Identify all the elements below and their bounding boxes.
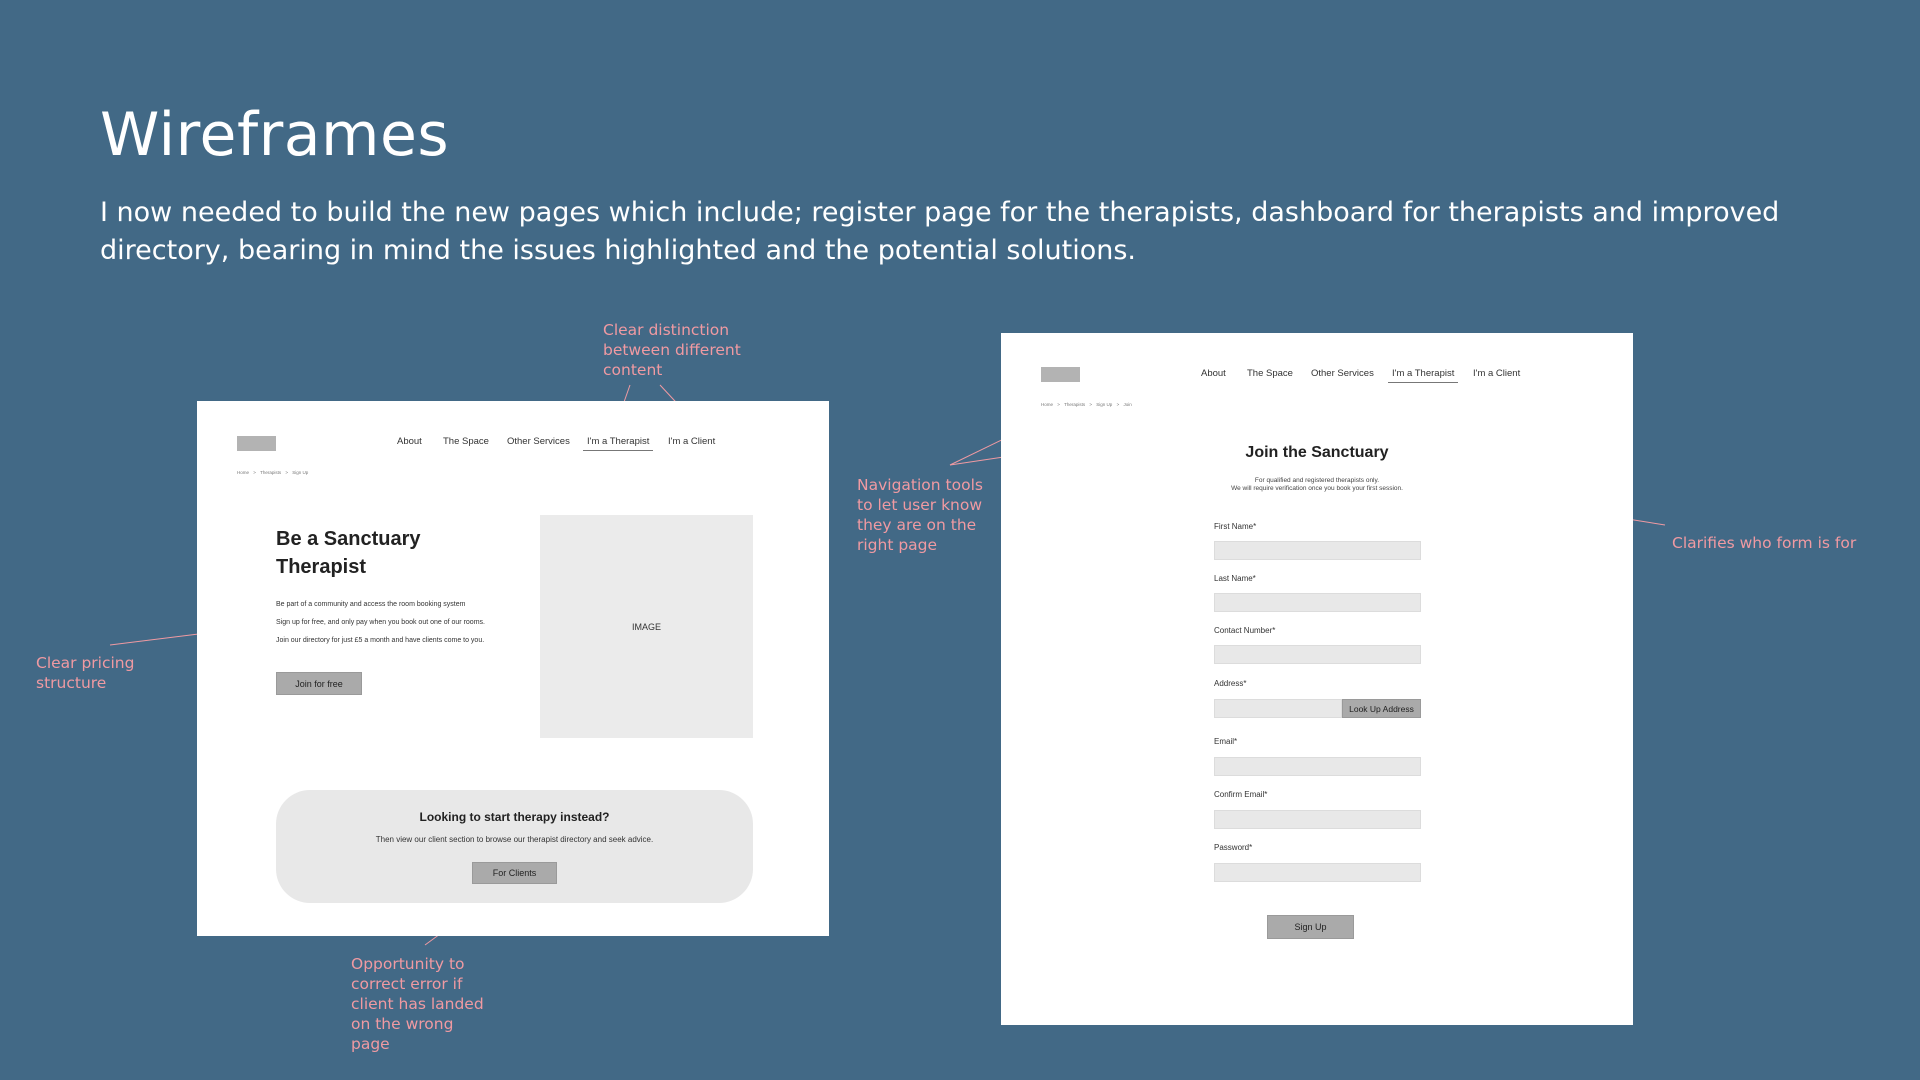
hero-text-community: Be part of a community and access the room booking system [276, 601, 466, 608]
nav-item-the-space[interactable]: The Space [1247, 368, 1293, 379]
contact-number-label: Contact Number* [1214, 626, 1276, 635]
email-label: Email* [1214, 737, 1238, 746]
logo-placeholder[interactable] [237, 436, 276, 451]
breadcrumb-signup[interactable]: Sign Up [1096, 402, 1113, 407]
sign-up-button[interactable]: Sign Up [1267, 915, 1354, 939]
breadcrumb-signup[interactable]: Sign Up [292, 470, 309, 475]
breadcrumb-separator: > [1057, 402, 1060, 407]
confirm-email-input[interactable] [1214, 810, 1421, 829]
confirm-email-label: Confirm Email* [1214, 790, 1268, 799]
breadcrumb-therapists[interactable]: Therapists [260, 470, 282, 475]
breadcrumb-separator: > [253, 470, 256, 475]
nav-item-client[interactable]: I'm a Client [1473, 368, 1521, 379]
breadcrumb [237, 470, 311, 475]
form-note-verification: We will require verification once you book your first session. [1231, 485, 1403, 492]
breadcrumb-separator: > [1116, 402, 1120, 407]
breadcrumb-separator: > [285, 470, 289, 475]
nav-item-the-space[interactable]: The Space [443, 436, 489, 447]
address-label: Address* [1214, 679, 1247, 688]
nav-item-other-services[interactable]: Other Services [507, 436, 570, 447]
password-label: Password* [1214, 843, 1253, 852]
hero-title-line2: Therapist [276, 556, 367, 578]
nav-item-about[interactable]: About [397, 436, 422, 447]
contact-number-input[interactable] [1214, 645, 1421, 664]
annotation-clear-distinction: Clear distinction between different content [603, 321, 741, 379]
join-for-free-button[interactable]: Join for free [276, 672, 362, 695]
breadcrumb-join: Join [1123, 402, 1132, 407]
nav-item-other-services[interactable]: Other Services [1311, 368, 1374, 379]
cta-title: Looking to start therapy instead? [419, 810, 610, 824]
client-cta-panel [276, 790, 753, 903]
annotation-navigation-tools: Navigation tools to let user know they are on the right page [857, 476, 983, 554]
address-input[interactable] [1214, 699, 1342, 718]
logo-placeholder[interactable] [1041, 367, 1080, 382]
email-input[interactable] [1214, 757, 1421, 776]
nav-item-client[interactable]: I'm a Client [668, 436, 716, 447]
hero-text-directory: Join our directory for just £5 a month and have clients come to you. [276, 637, 485, 644]
hero-title-line1: Be a Sanctuary [276, 528, 421, 550]
hero-text-pricing: Sign up for free, and only pay when you book out one of our rooms. [276, 619, 485, 626]
breadcrumb-therapists[interactable]: Therapists [1064, 402, 1086, 407]
breadcrumb-home[interactable]: Home [1041, 402, 1054, 407]
slide-subtitle: I now needed to build the new pages which include; register page for the therapists, dashboard for therapists and improved directory, bearing in mind the issues highlighted and the potential solutions. [100, 197, 1780, 266]
breadcrumb-separator: > [1089, 402, 1093, 407]
annotation-clear-pricing: Clear pricing structure [36, 654, 135, 692]
first-name-input[interactable] [1214, 541, 1421, 560]
wireframe-therapist-landing [197, 401, 829, 936]
form-title: Join the Sanctuary [1245, 444, 1389, 461]
form-note-qualified: For qualified and registered therapists only. [1254, 477, 1380, 484]
wireframe-join-form [1001, 333, 1633, 1025]
last-name-input[interactable] [1214, 593, 1421, 612]
nav-item-therapist[interactable]: I'm a Therapist [587, 436, 650, 447]
hero-image-placeholder: IMAGE [540, 515, 753, 738]
first-name-label: First Name* [1214, 522, 1257, 531]
breadcrumb [1041, 402, 1135, 407]
breadcrumb-home[interactable]: Home [237, 470, 250, 475]
annotation-clarifies: Clarifies who form is for [1672, 534, 1857, 552]
last-name-label: Last Name* [1214, 574, 1256, 583]
for-clients-button[interactable]: For Clients [472, 862, 557, 884]
password-input[interactable] [1214, 863, 1421, 882]
slide-title: Wireframes [100, 100, 450, 170]
cta-text: Then view our client section to browse our therapist directory and seek advice. [375, 835, 654, 844]
look-up-address-button[interactable]: Look Up Address [1342, 699, 1421, 718]
nav-item-about[interactable]: About [1201, 368, 1226, 379]
annotation-opportunity: Opportunity to correct error if client has landed on the wrong page [351, 955, 484, 1053]
nav-item-therapist[interactable]: I'm a Therapist [1392, 368, 1455, 379]
